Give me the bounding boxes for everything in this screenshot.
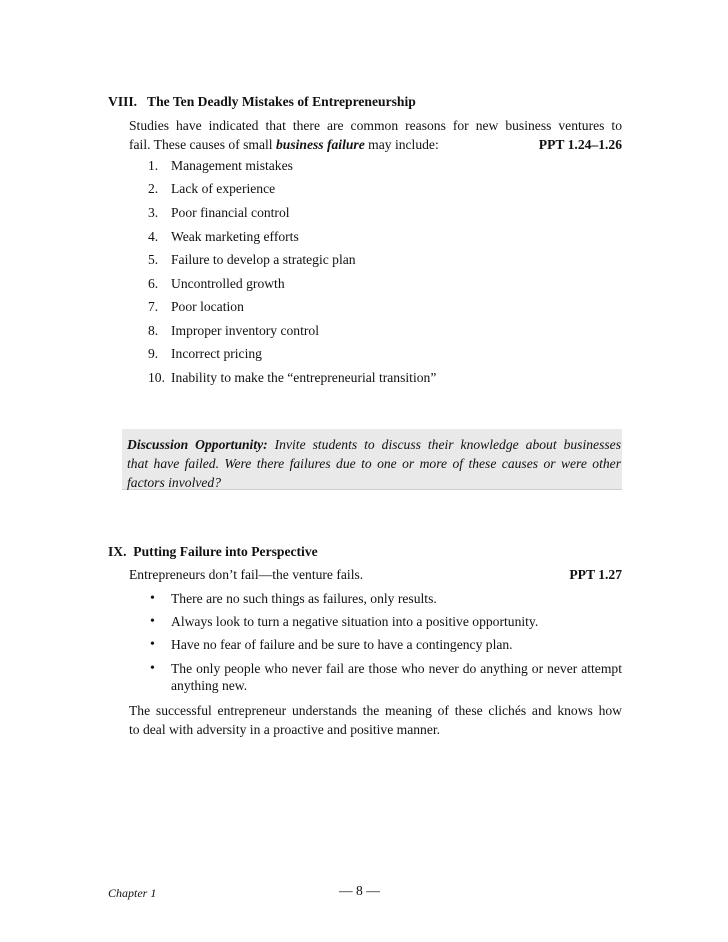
- list-text: Lack of experience: [171, 181, 276, 196]
- bullet-icon: •: [150, 614, 155, 629]
- list-number: 1.: [148, 158, 159, 173]
- section-intro-text: Entrepreneurs don’t fail—the venture fails.: [129, 567, 364, 582]
- ppt-reference: PPT 1.24–1.26: [538, 137, 622, 152]
- discussion-line-1: [127, 435, 621, 454]
- ppt-reference: PPT 1.27: [569, 567, 622, 582]
- list-text: Weak marketing efforts: [171, 229, 299, 244]
- discussion-text: [127, 435, 621, 492]
- list-number: 2.: [148, 181, 159, 196]
- list-text: Uncontrolled growth: [171, 276, 285, 291]
- list-text: Inability to make the “entrepreneurial transition”: [171, 370, 437, 385]
- bullet-icon: •: [150, 637, 155, 652]
- list-number: 4.: [148, 229, 159, 244]
- bullet-text: The only people who never fail are those who never do anything or never attempt anything new.: [171, 661, 622, 693]
- list-number: 6.: [148, 276, 159, 291]
- bullet-icon: •: [150, 661, 155, 676]
- business-failure-term: business failure: [275, 137, 365, 152]
- closing-line-1: The successful entrepreneur understands the meaning of these clichés and knows how: [129, 703, 622, 718]
- discussion-line-1-text: Invite students to discuss their knowledge about businesses: [267, 437, 621, 452]
- list-number: 9.: [148, 346, 159, 361]
- list-text: Poor financial control: [171, 205, 290, 220]
- list-number: 8.: [148, 323, 159, 338]
- bullet-text: Have no fear of failure and be sure to have a contingency plan.: [171, 637, 513, 652]
- section-intro-ix: [129, 566, 622, 584]
- list-text: Management mistakes: [171, 158, 293, 173]
- bullet-text: Always look to turn a negative situation into a positive opportunity.: [171, 614, 539, 629]
- list-number: 3.: [148, 205, 159, 220]
- bullet-text: There are no such things as failures, only results.: [171, 591, 437, 606]
- section-intro-line-2: [129, 136, 622, 154]
- list-number: 10.: [148, 370, 165, 385]
- section-intro-line-1: Studies have indicated that there are common reasons for new business ventures to: [129, 118, 622, 133]
- bullet-icon: •: [150, 591, 155, 606]
- list-text: Incorrect pricing: [171, 346, 262, 361]
- section-heading-ix: IX. Putting Failure into Perspective: [108, 544, 318, 559]
- intro-text-end: may include:: [364, 137, 439, 152]
- discussion-callout: [122, 429, 622, 490]
- list-text: Improper inventory control: [171, 323, 319, 338]
- discussion-label: Discussion Opportunity:: [127, 437, 268, 452]
- list-text: Failure to develop a strategic plan: [171, 252, 356, 267]
- section-heading-viii: VIII. The Ten Deadly Mistakes of Entrepreneurship: [108, 94, 416, 109]
- list-number: 5.: [148, 252, 159, 267]
- intro-text-start: fail. These causes of small: [129, 137, 276, 152]
- list-text: Poor location: [171, 299, 244, 314]
- closing-line-2: to deal with adversity in a proactive and positive manner.: [129, 722, 441, 737]
- discussion-line-2: that have failed. Were there failures due to one or more of these causes or were other: [127, 456, 621, 471]
- list-number: 7.: [148, 299, 159, 314]
- footer-chapter: Chapter 1: [108, 886, 157, 900]
- footer-page-number: — 8 —: [339, 883, 380, 898]
- discussion-line-3: factors involved?: [127, 475, 222, 490]
